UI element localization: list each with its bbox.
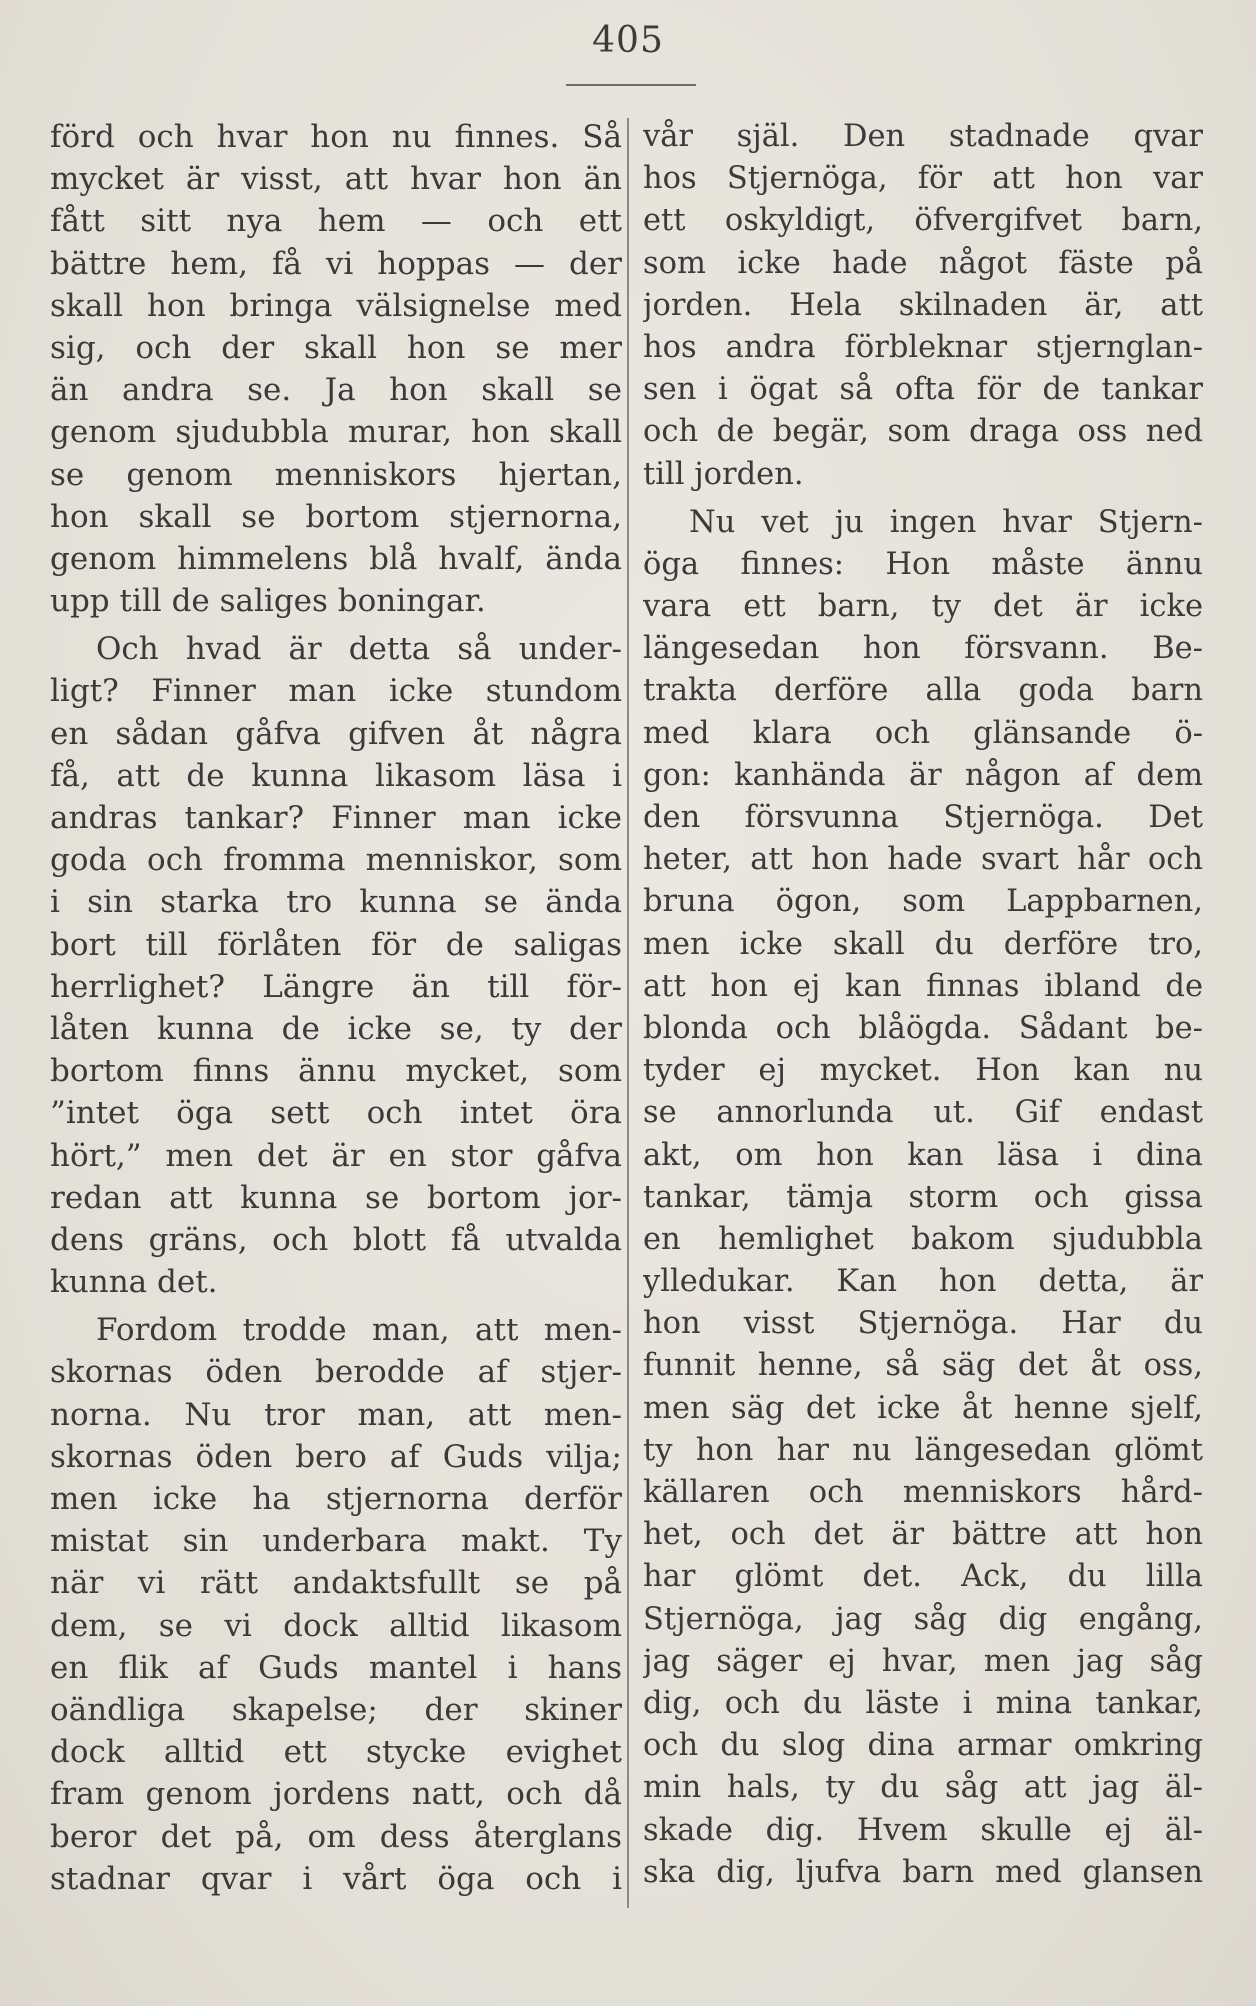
text-line: dock alltid ett stycke evighet (50, 1734, 622, 1771)
text-line: upp till de saliges boningar. (50, 583, 486, 620)
text-line: med klara och glänsande ö- (643, 715, 1203, 751)
text-line: har glömt det. Ack, du lilla (643, 1559, 1203, 1595)
text-line: förd och hvar hon nu finnes. Så (50, 119, 622, 155)
text-line: tyder ej mycket. Hon kan nu (643, 1053, 1203, 1089)
text-line: kunna det. (50, 1264, 218, 1301)
text-line: jag säger ej hvar, men jag såg (643, 1643, 1203, 1679)
text-line: min hals, ty du såg att jag äl- (643, 1770, 1203, 1806)
header-rule (566, 84, 696, 86)
text-line: ska dig, ljufva barn med glansen (643, 1854, 1203, 1890)
text-line: andras tankar? Finner man icke (50, 800, 622, 836)
text-line: goda och fromma menniskor, som (50, 842, 622, 879)
text-line: och de begär, som draga oss ned (643, 414, 1203, 450)
text-line: fått sitt nya hem — och ett (50, 203, 622, 240)
text-line: men icke ha stjernorna derför (50, 1481, 622, 1517)
text-line: funnit henne, så säg det åt oss, (643, 1348, 1203, 1384)
text-line: få, att de kunna likasom läsa i (50, 757, 622, 794)
text-line: stadnar qvar i vårt öga och i (50, 1860, 622, 1897)
text-line: ty hon har nu längesedan glömt (643, 1432, 1203, 1468)
left-text-column (50, 116, 622, 1900)
text-line: Nu vet ju ingen hvar Stjern- (689, 504, 1203, 540)
text-line: bort till förlåten för de saligas (50, 926, 622, 963)
text-line: sig, och der skall hon se mer (50, 329, 622, 366)
text-line: vara ett barn, ty det är icke (643, 589, 1203, 625)
text-line: bortom finns ännu mycket, som (50, 1053, 622, 1090)
text-line: mycket är visst, att hvar hon än (50, 161, 622, 198)
text-line: trakta derföre alla goda barn (643, 673, 1203, 709)
text-line: jorden. Hela skilnaden är, att (643, 287, 1203, 323)
text-line: norna. Nu tror man, att men- (50, 1396, 622, 1433)
text-line: heter, att hon hade svart hår och (643, 842, 1203, 878)
text-line: en flik af Guds mantel i hans (50, 1649, 622, 1686)
text-line: den försvunna Stjernöga. Det (643, 800, 1203, 835)
text-line: bättre hem, få vi hoppas — der (50, 245, 622, 282)
text-line: tankar, tämja storm och gissa (643, 1179, 1203, 1215)
text-line: till jorden. (643, 456, 804, 492)
text-line: dem, se vi dock alltid likasom (50, 1607, 622, 1644)
text-line: när vi rätt andaktsfullt se på (50, 1565, 622, 1602)
text-line: längesedan hon försvann. Be- (643, 631, 1203, 667)
text-line: Och hvad är detta så under- (96, 631, 622, 668)
text-line: ylledukar. Kan hon detta, är (643, 1264, 1203, 1300)
text-line: se genom menniskors hjertan, (50, 456, 622, 493)
text-line: skornas öden bero af Guds vilja; (50, 1438, 622, 1475)
column-divider (627, 118, 629, 1908)
text-line: och du slog dina armar omkring (643, 1728, 1203, 1764)
text-line: gon: kanhända är någon af dem (643, 757, 1203, 793)
text-line: men säg det icke åt henne sjelf, (643, 1390, 1203, 1426)
text-line: låten kunna de icke se, ty der (50, 1010, 622, 1047)
text-line: beror det på, om dess återglans (50, 1818, 622, 1855)
right-text-column (643, 116, 1203, 1894)
text-line: källaren och menniskors hård- (643, 1475, 1203, 1510)
text-line: ”intet öga sett och intet öra (50, 1095, 622, 1132)
text-line: att hon ej kan finnas ibland de (643, 968, 1203, 1004)
text-line: skade dig. Hvem skulle ej äl- (643, 1812, 1203, 1848)
text-line: ett oskyldigt, öfvergifvet barn, (643, 203, 1203, 239)
text-line: i sin starka tro kunna se ända (50, 884, 622, 921)
text-line: sen i ögat så ofta för de tankar (643, 372, 1203, 408)
text-line: akt, om hon kan läsa i dina (643, 1137, 1203, 1173)
text-line: ligt? Finner man icke stundom (50, 673, 622, 710)
text-line: dig, och du läste i mina tankar, (643, 1685, 1203, 1721)
text-line: se annorlunda ut. Gif endast (643, 1095, 1203, 1131)
text-line: hos Stjernöga, för att hon var (643, 161, 1203, 197)
text-line: som icke hade något fäste på (643, 245, 1203, 281)
text-line: en sådan gåfva gifven åt några (50, 715, 622, 752)
text-line: bruna ögon, som Lappbarnen, (643, 884, 1203, 920)
text-line: hon visst Stjernöga. Har du (643, 1306, 1203, 1342)
text-line: herrlighet? Längre än till för- (50, 968, 622, 1005)
text-line: hos andra förbleknar stjernglan- (643, 329, 1203, 365)
text-line: blonda och blåögda. Sådant be- (643, 1010, 1203, 1046)
text-line: Fordom trodde man, att men- (96, 1312, 622, 1349)
text-line: en hemlighet bakom sjudubbla (643, 1221, 1203, 1257)
text-line: skall hon bringa välsignelse med (50, 287, 622, 324)
text-line: hört,” men det är en stor gåfva (50, 1137, 622, 1174)
text-line: mistat sin underbara makt. Ty (50, 1523, 622, 1560)
text-line: än andra se. Ja hon skall se (50, 372, 622, 409)
text-line: genom sjudubbla murar, hon skall (50, 414, 622, 451)
text-line: dens gräns, och blott få utvalda (50, 1221, 622, 1258)
page-number: 405 (592, 20, 664, 61)
text-line: men icke skall du derföre tro, (643, 926, 1203, 962)
text-line: hon skall se bortom stjernorna, (50, 498, 622, 535)
text-line: oändliga skapelse; der skiner (50, 1691, 622, 1728)
text-line: skornas öden berodde af stjer- (50, 1354, 622, 1391)
text-line: het, och det är bättre att hon (643, 1517, 1203, 1553)
text-line: Stjernöga, jag såg dig engång, (643, 1601, 1203, 1637)
text-line: vår själ. Den stadnade qvar (643, 119, 1203, 154)
text-line: genom himmelens blå hvalf, ända (50, 540, 622, 577)
text-line: öga finnes: Hon måste ännu (643, 546, 1203, 582)
text-line: fram genom jordens natt, och då (50, 1776, 622, 1813)
text-line: redan att kunna se bortom jor- (50, 1179, 622, 1216)
